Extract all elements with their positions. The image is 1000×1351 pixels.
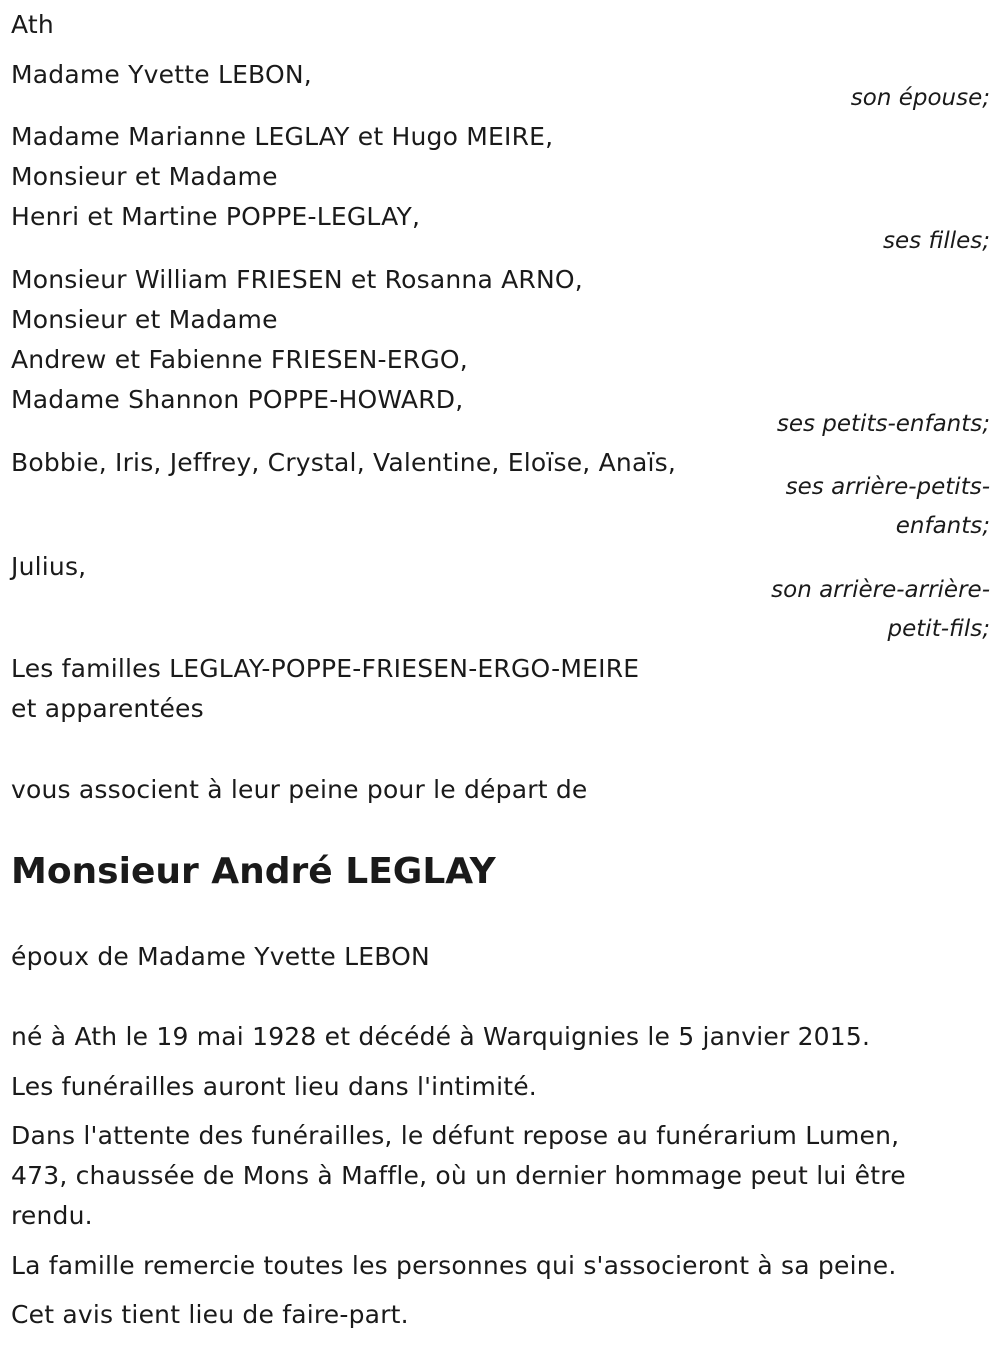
grandchildren-relation: ses petits-enfants; [776, 411, 990, 437]
birth-death-line: né à Ath le 19 mai 1928 et décédé à Warquignies le 5 janvier 2015. [11, 1022, 871, 1051]
grandchild-line: Monsieur et Madame [11, 305, 278, 334]
great-grandchildren-relation: ses arrière-petits- [785, 474, 990, 500]
deceased-name: Monsieur André LEGLAY [11, 851, 496, 892]
rest-line: rendu. [11, 1201, 93, 1230]
families-line: et apparentées [11, 694, 204, 723]
daughter-line: Henri et Martine POPPE-LEGLAY, [11, 202, 421, 231]
great-grandchildren-names: Bobbie, Iris, Jeffrey, Crystal, Valentine, Eloïse, Anaïs, [11, 448, 676, 477]
daughter-line: Madame Marianne LEGLAY et Hugo MEIRE, [11, 122, 554, 151]
spouse-relation: son épouse; [850, 85, 990, 111]
announcement: vous associent à leur peine pour le départ de [11, 775, 588, 804]
daughters-relation: ses filles; [883, 228, 990, 254]
great-great-grandchild-relation: son arrière-arrière- [771, 577, 990, 603]
great-great-grandchild-name: Julius, [11, 552, 87, 581]
spouse-of-line: époux de Madame Yvette LEBON [11, 942, 430, 971]
funeral-line: Les funérailles auront lieu dans l'intimité. [11, 1072, 537, 1101]
families-line: Les familles LEGLAY-POPPE-FRIESEN-ERGO-MEIRE [11, 654, 640, 683]
spouse-name: Madame Yvette LEBON, [11, 60, 312, 89]
location: Ath [11, 10, 54, 39]
great-great-grandchild-relation: petit-fils; [887, 616, 990, 642]
notice-line: Cet avis tient lieu de faire-part. [11, 1300, 409, 1329]
grandchild-line: Andrew et Fabienne FRIESEN-ERGO, [11, 345, 468, 374]
great-grandchildren-relation: enfants; [895, 513, 990, 539]
rest-line: 473, chaussée de Mons à Maffle, où un dernier hommage peut lui être [11, 1161, 906, 1190]
daughter-line: Monsieur et Madame [11, 162, 278, 191]
grandchild-line: Madame Shannon POPPE-HOWARD, [11, 385, 464, 414]
rest-line: Dans l'attente des funérailles, le défunt repose au funérarium Lumen, [11, 1121, 900, 1150]
thanks-line: La famille remercie toutes les personnes qui s'associeront à sa peine. [11, 1251, 897, 1280]
grandchild-line: Monsieur William FRIESEN et Rosanna ARNO, [11, 265, 583, 294]
